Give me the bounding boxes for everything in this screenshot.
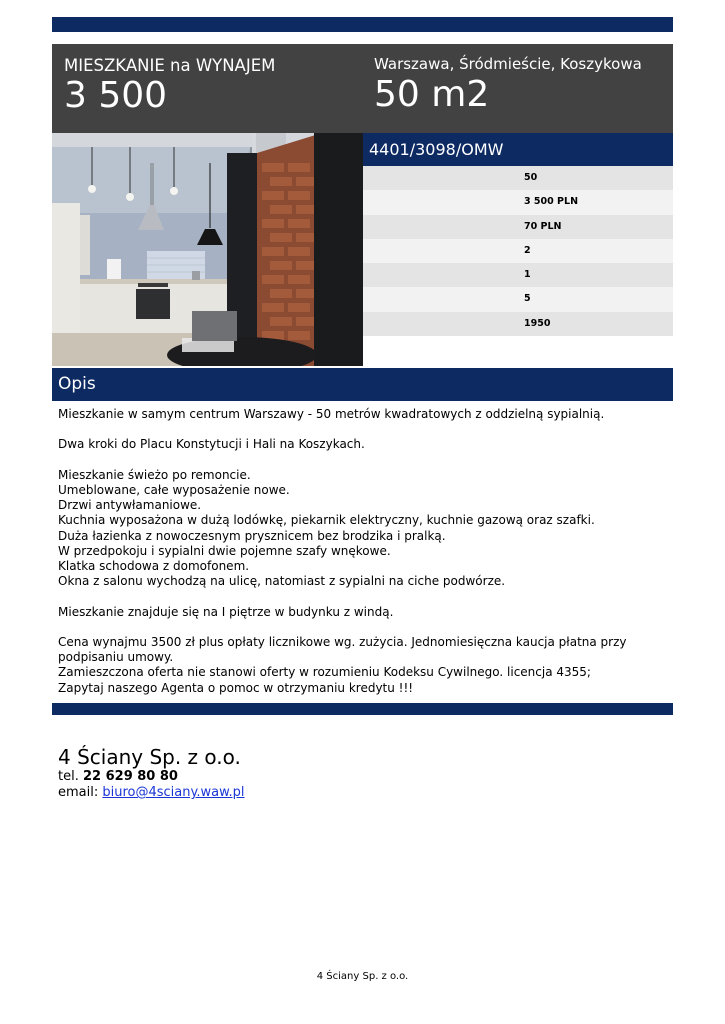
description-line: Umeblowane, całe wyposażenie nowe. xyxy=(58,482,290,497)
parameter-row xyxy=(363,166,673,190)
parameter-row xyxy=(363,312,673,336)
header-right xyxy=(374,54,642,115)
description-line: Mieszkanie w samym centrum Warszawy - 50 metrów kwadratowych z oddzielną sypialnią. xyxy=(58,407,605,421)
parameter-row xyxy=(363,263,673,287)
company-name: 4 Ściany Sp. z o.o. xyxy=(58,745,241,769)
company-contact xyxy=(58,745,245,801)
description-line: Mieszkanie znajduje się na I piętrze w budynku z windą. xyxy=(58,604,394,619)
parameter-value: 1950 xyxy=(524,317,551,329)
parameter-value: 2 xyxy=(524,244,531,256)
description-spacer xyxy=(58,453,668,468)
parameter-value: 1 xyxy=(524,269,531,281)
parameter-value: 5 xyxy=(524,293,531,305)
parameter-row xyxy=(363,190,673,214)
description-line: Zamieszczona oferta nie stanowi oferty w rozumieniu Kodeksu Cywilnego. licencja 4355; xyxy=(58,665,591,680)
description-text xyxy=(58,407,668,696)
parameter-row xyxy=(363,287,673,311)
description-line: Cena wynajmu 3500 zł plus opłaty licznikowe wg. zużycia. Jednomiesięczna kaucja płatna przy xyxy=(58,634,627,649)
description-spacer xyxy=(58,620,668,635)
description-line: Mieszkanie świeżo po remoncie. xyxy=(58,467,251,482)
description-heading: Opis xyxy=(52,368,673,401)
offer-type: MIESZKANIE na WYNAJEM xyxy=(64,56,276,75)
offer-price: 3 500 xyxy=(64,75,168,116)
bottom-accent-bar xyxy=(52,703,673,715)
description-line: Okna z salonu wychodzą na ulicę, natomiast z sypialni na ciche podwórze. xyxy=(58,574,506,589)
parameter-value: 3 500 PLN xyxy=(524,196,579,208)
parameter-value: 50 xyxy=(524,172,538,183)
offer-header xyxy=(52,44,673,133)
email-link[interactable]: biuro@4sciany.waw.pl xyxy=(102,785,245,800)
offer-area: 50 m2 xyxy=(374,74,490,115)
description-line: Zapytaj naszego Agenta o pomoc w otrzymaniu kredytu !!! xyxy=(58,680,414,695)
parameter-value: 70 PLN xyxy=(524,220,562,232)
company-phone xyxy=(58,769,245,785)
page-footer: 4 Ściany Sp. z o.o. xyxy=(316,971,409,982)
description-line: Kuchnia wyposażona w dużą lodówkę, piekarnik elektryczny, kuchnie gazową oraz szafki. xyxy=(58,513,595,528)
description-line: W przedpokoju i sypialni dwie pojemne szafy wnękowe. xyxy=(58,543,391,558)
phone-label: tel. xyxy=(58,769,79,784)
top-accent-bar xyxy=(52,17,673,32)
description-line: Drzwi antywłamaniowe. xyxy=(58,498,202,513)
description-line: Duża łazienka z nowoczesnym prysznicem bez brodzika i pralką. xyxy=(58,528,446,543)
description-spacer xyxy=(58,422,668,437)
description-line: podpisaniu umowy. xyxy=(58,650,174,665)
description-line: Klatka schodowa z domofonem. xyxy=(58,559,250,573)
email-label: email: xyxy=(58,785,99,800)
header-left xyxy=(64,56,275,116)
apartment-photo xyxy=(52,133,363,366)
offer-location: Warszawa, Śródmieście, Koszykowa xyxy=(374,55,642,73)
parameter-row xyxy=(363,215,673,239)
offer-number: 4401/3098/OMW xyxy=(363,133,673,166)
company-email xyxy=(58,785,245,801)
parameter-row xyxy=(363,239,673,263)
description-line: Dwa kroki do Placu Konstytucji i Hali na Koszykach. xyxy=(58,437,365,452)
phone-number: 22 629 80 80 xyxy=(82,769,178,784)
parameters-table xyxy=(363,166,673,336)
description-spacer xyxy=(58,589,668,604)
